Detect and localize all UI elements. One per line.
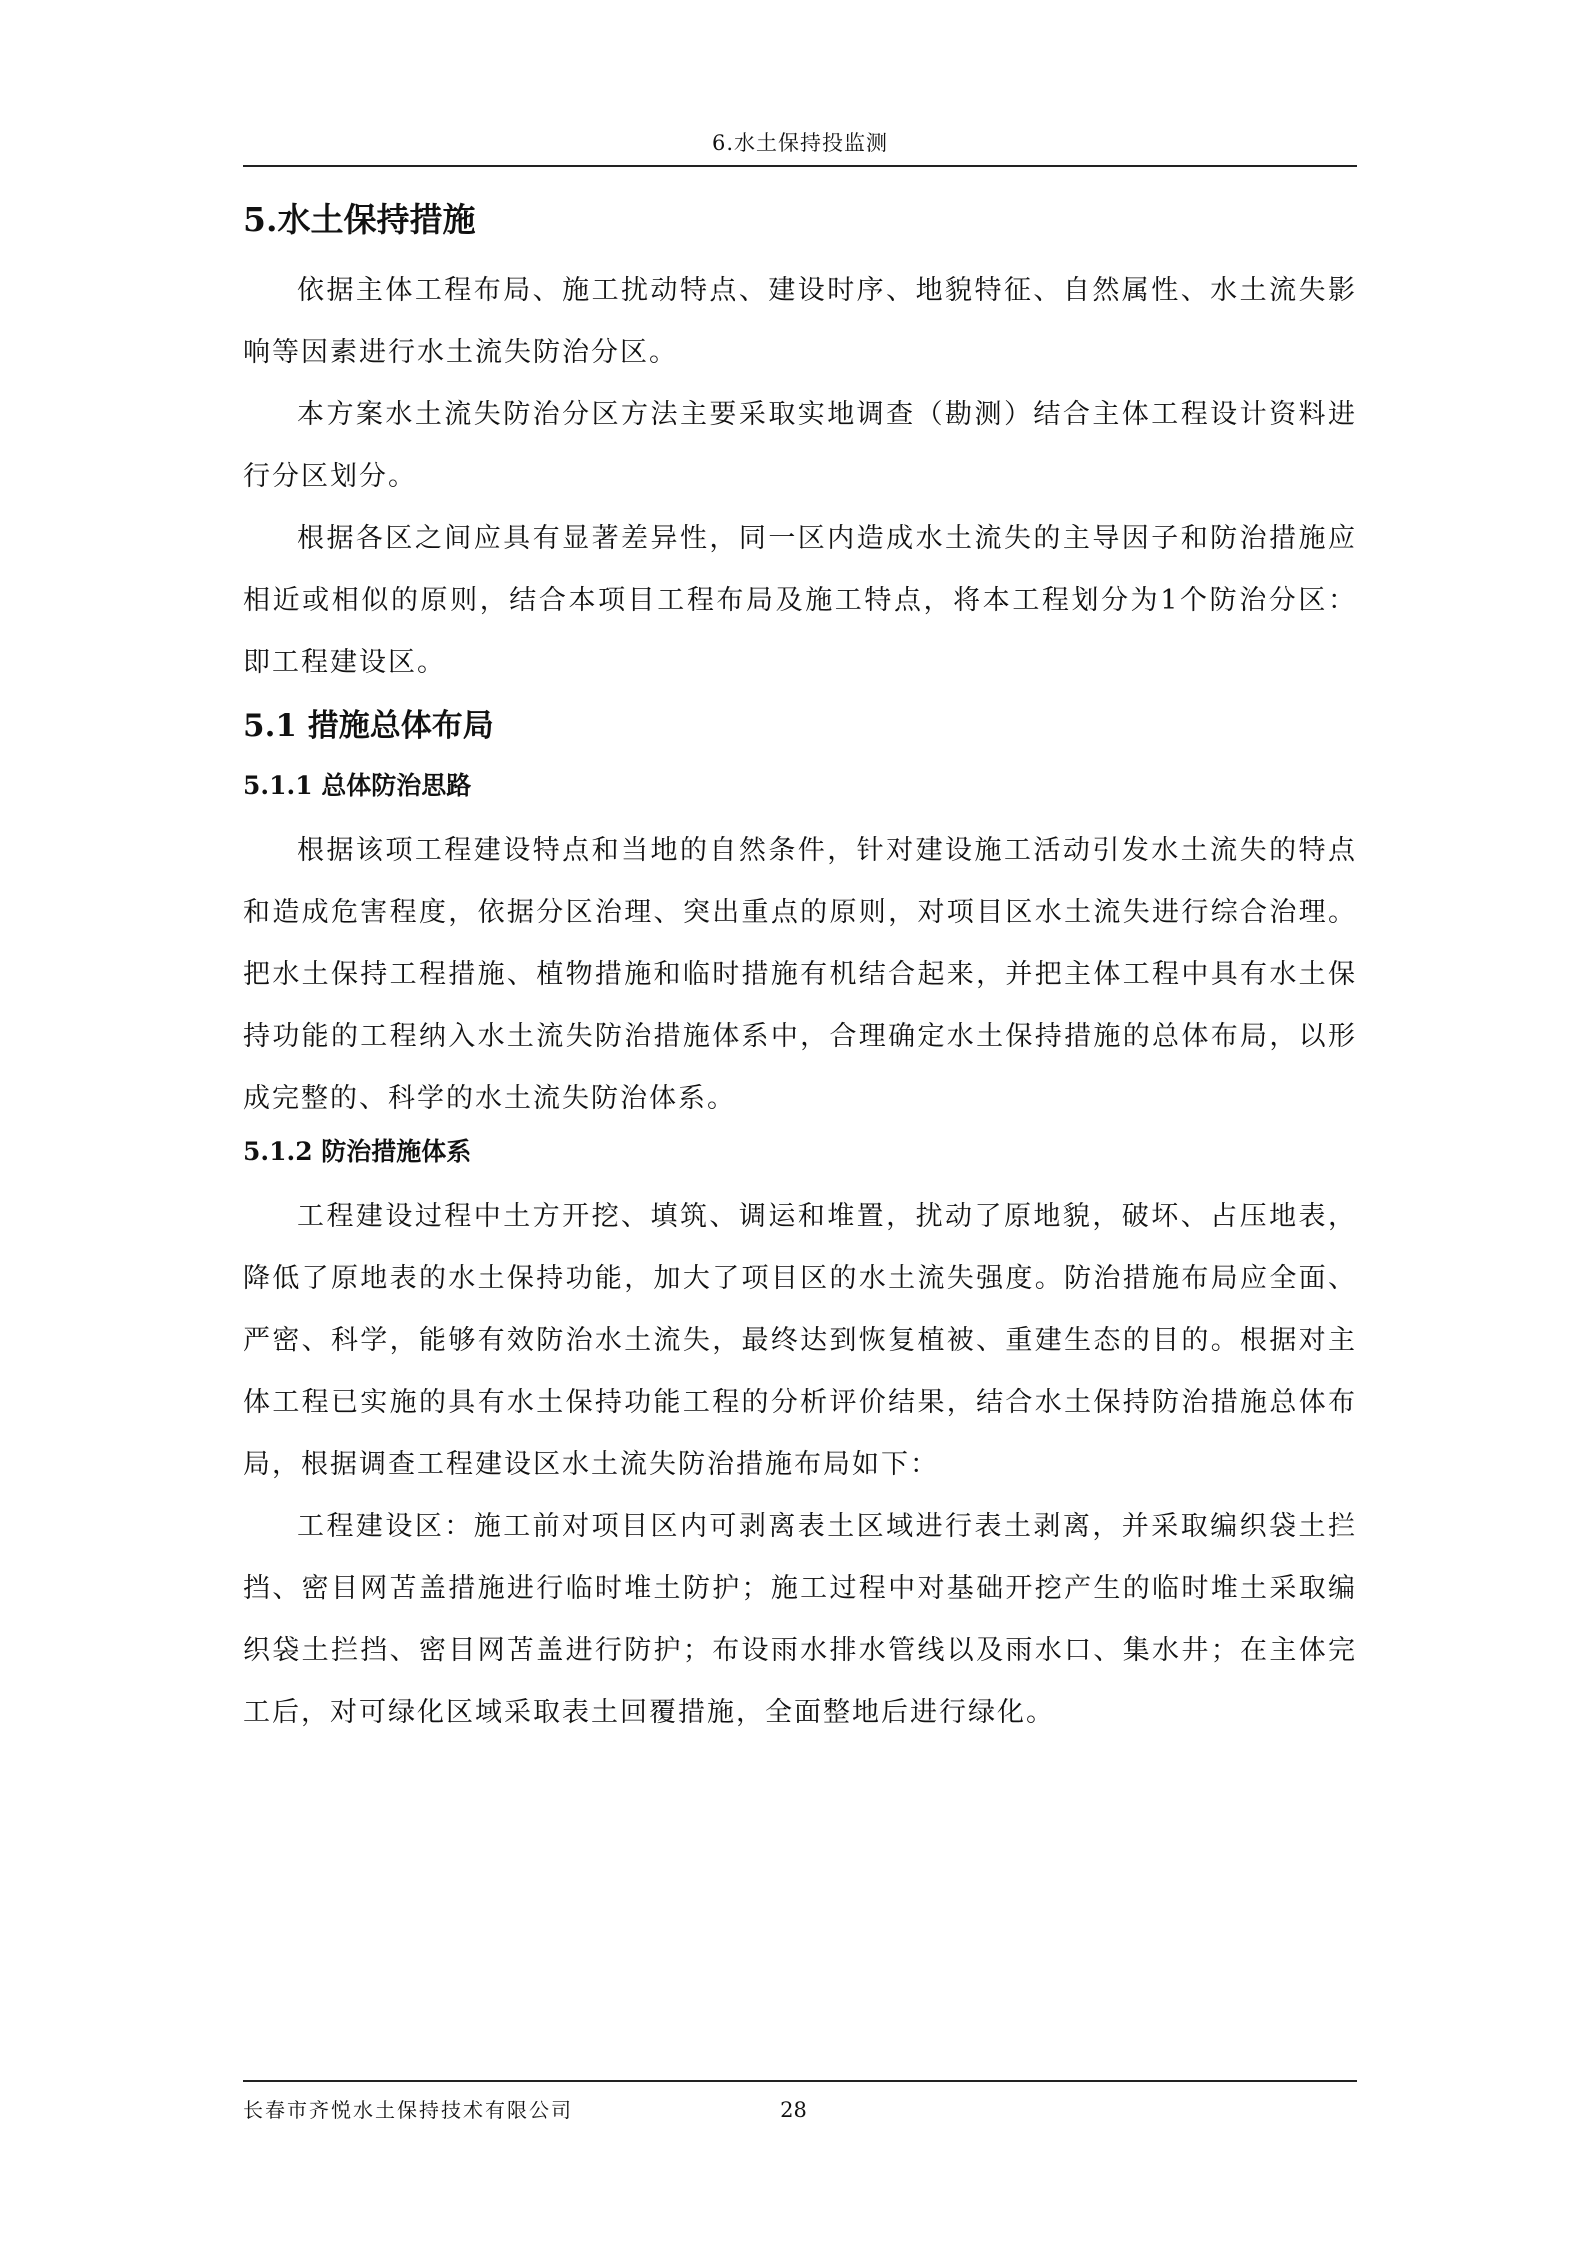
header-divider (243, 165, 1357, 167)
running-header: 6.水土保持投监测 (711, 131, 889, 155)
body-paragraph: 工程建设区：施工前对项目区内可剥离表土区域进行表土剥离，并采取编织袋土拦挡、密目网苫盖措施进行临时堆土防护；施工过程中对基础开挖产生的临时堆土采取编织袋土拦挡、密目网苫盖进行防护；布设雨水排水管线以及雨水口、集水井；在主体完工后，对可绿化区域采取表土回覆措施，全面整地后进行绿化。 (243, 1511, 1357, 1728)
body-paragraph: 工程建设过程中土方开挖、填筑、调运和堆置，扰动了原地貌，破坏、占压地表，降低了原地表的水土保持功能，加大了项目区的水土流失强度。防治措施布局应全面、严密、科学，能够有效防治水土流失，最终达到恢复植被、重建生态的目的。根据对主体工程已实施的具有水土保持功能工程的分析评价结果，结合水土保持防治措施总体布局，根据调查工程建设区水土流失防治措施布局如下： (243, 1201, 1357, 1480)
footer-divider (243, 2080, 1357, 2082)
body-paragraph: 根据该项工程建设特点和当地的自然条件，针对建设施工活动引发水土流失的特点和造成危害程度，依据分区治理、突出重点的原则，对项目区水土流失进行综合治理。把水土保持工程措施、植物措施和临时措施有机结合起来，并把主体工程中具有水土保持功能的工程纳入水土流失防治措施体系中，合理确定水土保持措施的总体布局，以形成完整的、科学的水土流失防治体系。 (243, 835, 1357, 1114)
page-number: 28 (780, 2098, 807, 2122)
body-paragraph: 根据各区之间应具有显著差异性，同一区内造成水土流失的主导因子和防治措施应相近或相似的原则，结合本项目工程布局及施工特点，将本工程划分为1个防治分区：即工程建设区。 (243, 523, 1357, 678)
page-body (243, 190, 1357, 1744)
subsubsection-heading: 5.1.2 防治措施体系 (243, 1137, 472, 1166)
subsubsection-heading: 5.1.1 总体防治思路 (243, 771, 472, 800)
section-heading: 5.水土保持措施 (243, 200, 476, 239)
subsection-heading: 5.1 措施总体布局 (243, 708, 494, 744)
body-paragraph: 本方案水土流失防治分区方法主要采取实地调查（勘测）结合主体工程设计资料进行分区划分。 (243, 399, 1357, 492)
body-paragraph: 依据主体工程布局、施工扰动特点、建设时序、地貌特征、自然属性、水土流失影响等因素进行水土流失防治分区。 (243, 275, 1357, 368)
footer-company-name: 长春市齐悦水土保持技术有限公司 (243, 2098, 573, 2122)
